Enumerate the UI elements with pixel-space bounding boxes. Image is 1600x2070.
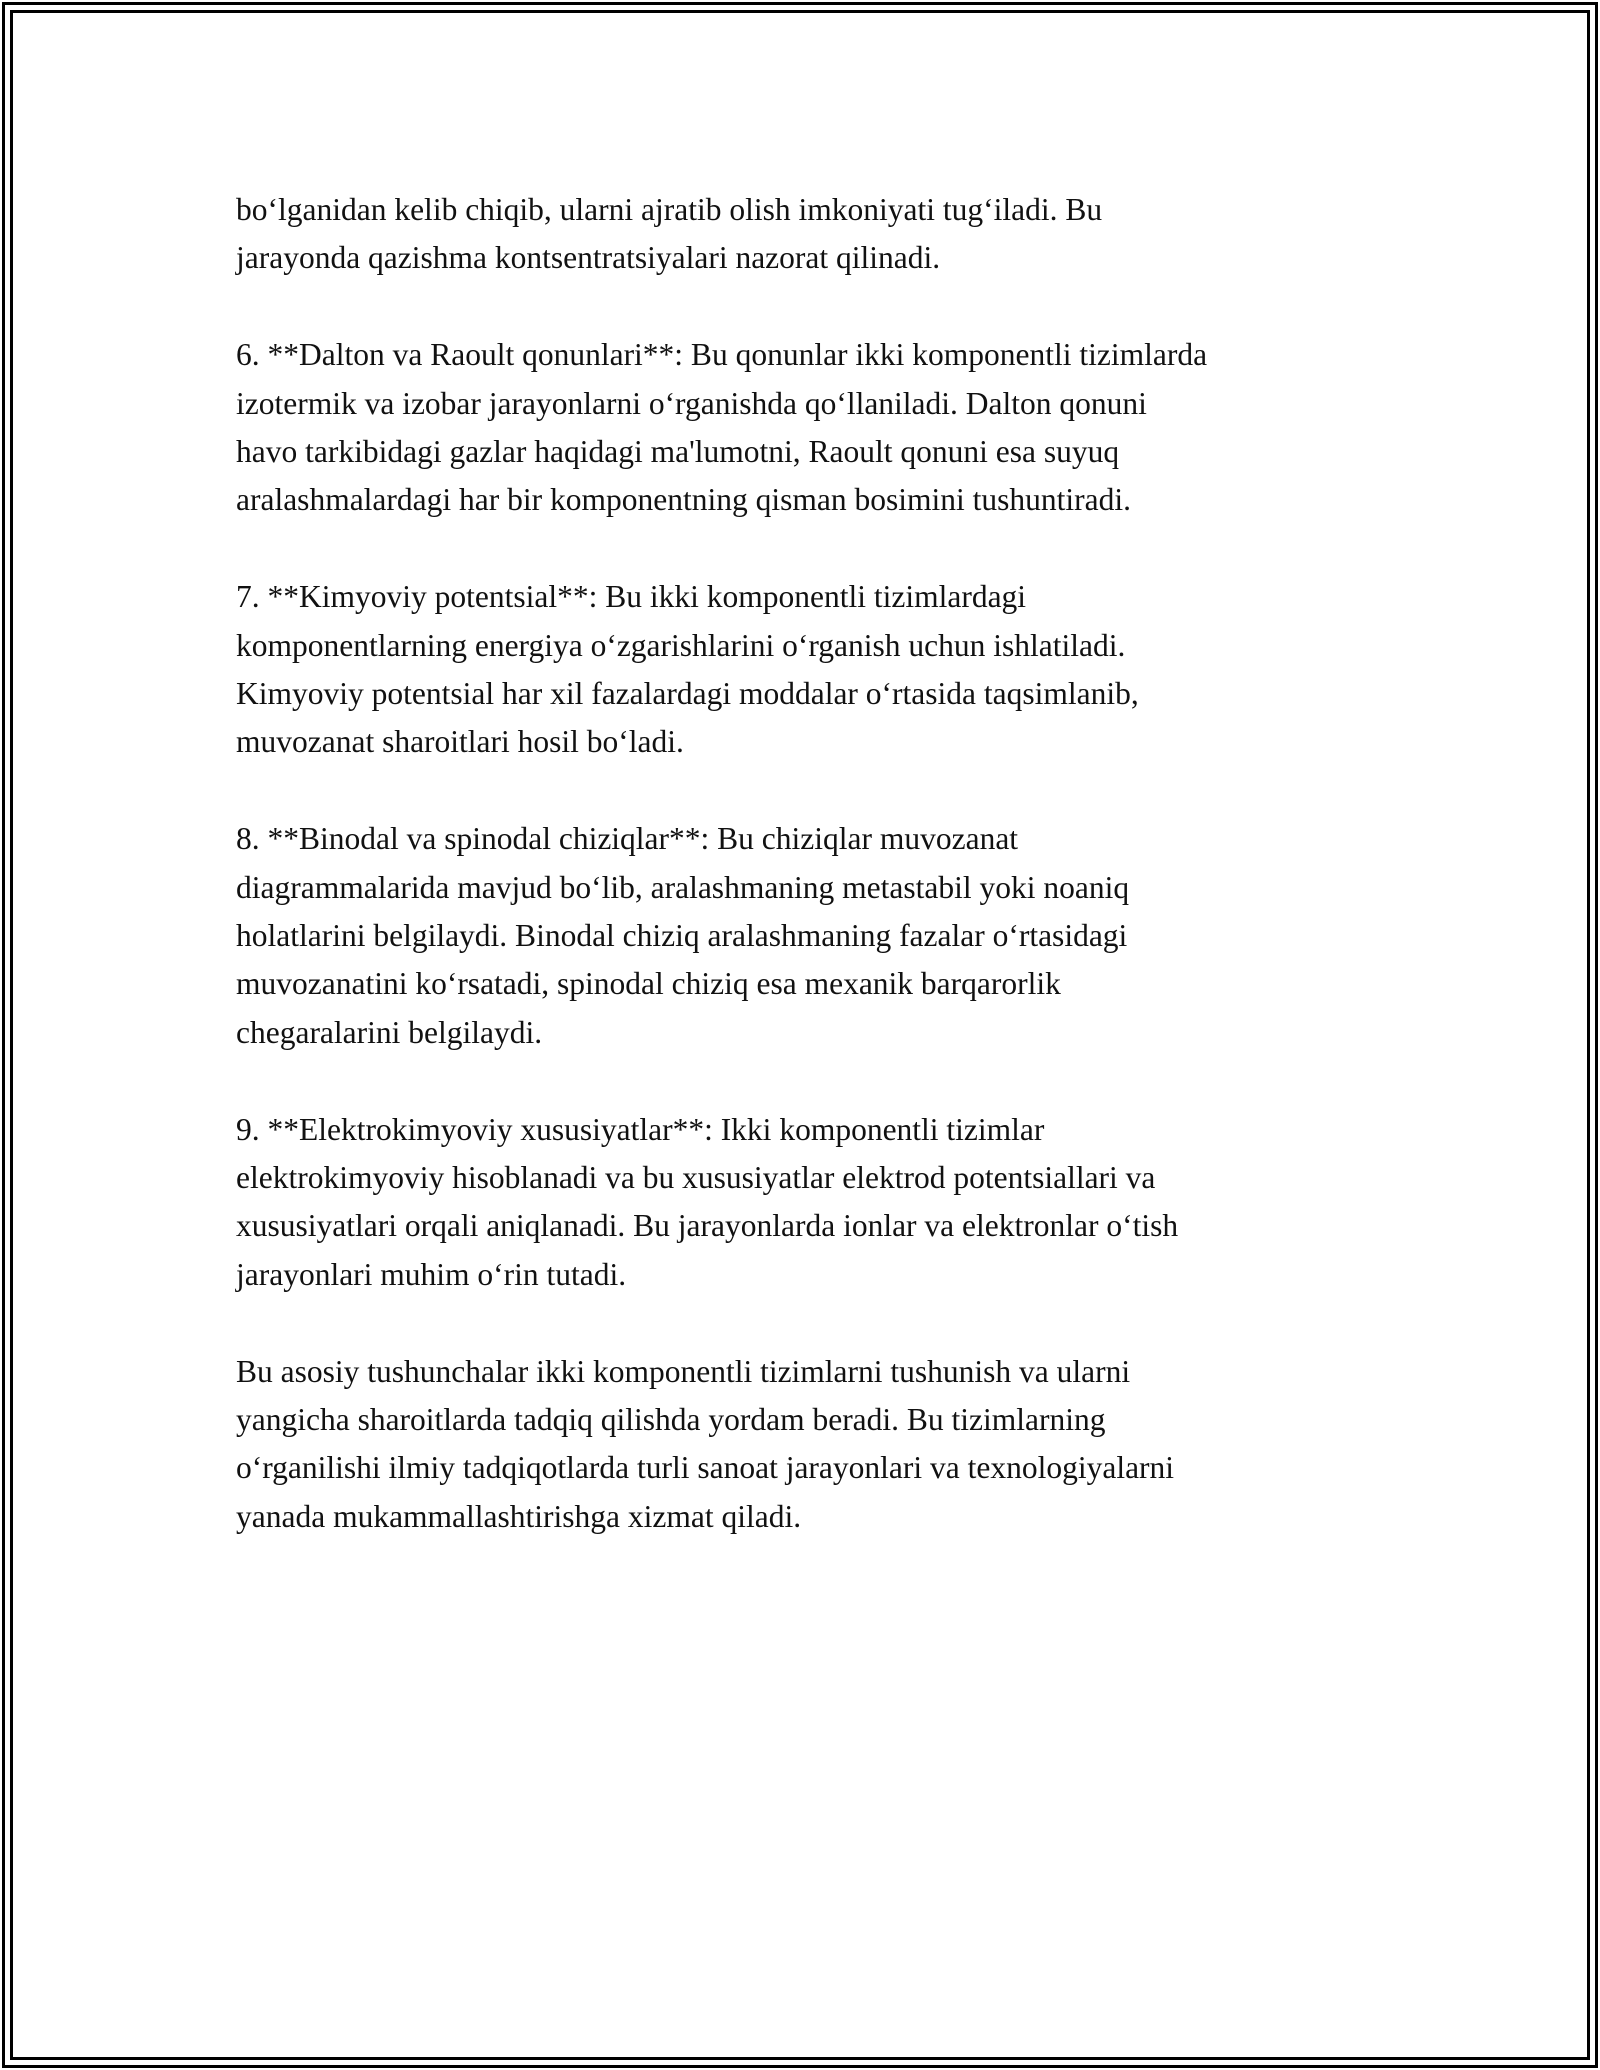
paragraph-chemical-potential [236, 573, 1416, 767]
text-line: 6. **Dalton va Raoult qonunlari**: Bu qonunlar ikki komponentli tizimlarda [236, 337, 1208, 373]
paragraph-electrochemical [236, 1106, 1416, 1300]
text-line: havo tarkibidagi gazlar haqidagi ma'lumotni, Raoult qonuni esa suyuq [236, 434, 1120, 470]
text-line: Kimyoviy potentsial har xil fazalardagi moddalar o‘rtasida taqsimlanib, [236, 676, 1139, 712]
text-line: 9. **Elektrokimyoviy xususiyatlar**: Ikki komponentli tizimlar [236, 1111, 1045, 1147]
text-line: elektrokimyoviy hisoblanadi va bu xususiyatlar elektrod potentsiallari va [236, 1160, 1156, 1196]
text-line: aralashmalardagi har bir komponentning qisman bosimini tushuntiradi. [236, 482, 1131, 518]
text-line: diagrammalarida mavjud bo‘lib, aralashmaning metastabil yoki noaniq [236, 869, 1130, 905]
text-line: chegaralarini belgilaydi. [236, 1014, 543, 1050]
text-line: jarayonlari muhim o‘rin tutadi. [236, 1256, 627, 1292]
text-line: o‘rganilishi ilmiy tadqiqotlarda turli sanoat jarayonlari va texnologiyalarni [236, 1450, 1175, 1486]
text-line: xususiyatlari orqali aniqlanadi. Bu jarayonlarda ionlar va elektronlar o‘tish [236, 1208, 1179, 1244]
text-line: bo‘lganidan kelib chiqib, ularni ajratib olish imkoniyati tug‘iladi. Bu [236, 192, 1103, 227]
document-body [236, 186, 1416, 1590]
text-line: jarayonda qazishma kontsentratsiyalari nazorat qilinadi. [236, 240, 941, 276]
text-line: 7. **Kimyoviy potentsial**: Bu ikki komponentli tizimlardagi [236, 579, 1027, 615]
text-line: komponentlarning energiya o‘zgarishlarini o‘rganish uchun ishlatiladi. [236, 627, 1126, 663]
text-line: muvozanatini ko‘rsatadi, spinodal chiziq esa mexanik barqarorlik [236, 966, 1061, 1002]
text-line: yanada mukammallashtirishga xizmat qiladi. [236, 1498, 802, 1534]
text-line: yangicha sharoitlarda tadqiq qilishda yordam beradi. Bu tizimlarning [236, 1402, 1106, 1438]
paragraph-continuation [236, 186, 1416, 283]
text-line: Bu asosiy tushunchalar ikki komponentli tizimlarni tushunish va ularni [236, 1353, 1131, 1389]
text-line: izotermik va izobar jarayonlarni o‘rganishda qo‘llaniladi. Dalton qonuni [236, 385, 1147, 421]
text-line: muvozanat sharoitlari hosil bo‘ladi. [236, 724, 684, 760]
paragraph-conclusion [236, 1348, 1416, 1542]
text-line: 8. **Binodal va spinodal chiziqlar**: Bu chiziqlar muvozanat [236, 821, 1019, 857]
paragraph-binodal-spinodal [236, 815, 1416, 1057]
paragraph-dalton-raoult [236, 331, 1416, 525]
text-line: holatlarini belgilaydi. Binodal chiziq aralashmaning fazalar o‘rtasidagi [236, 918, 1128, 954]
